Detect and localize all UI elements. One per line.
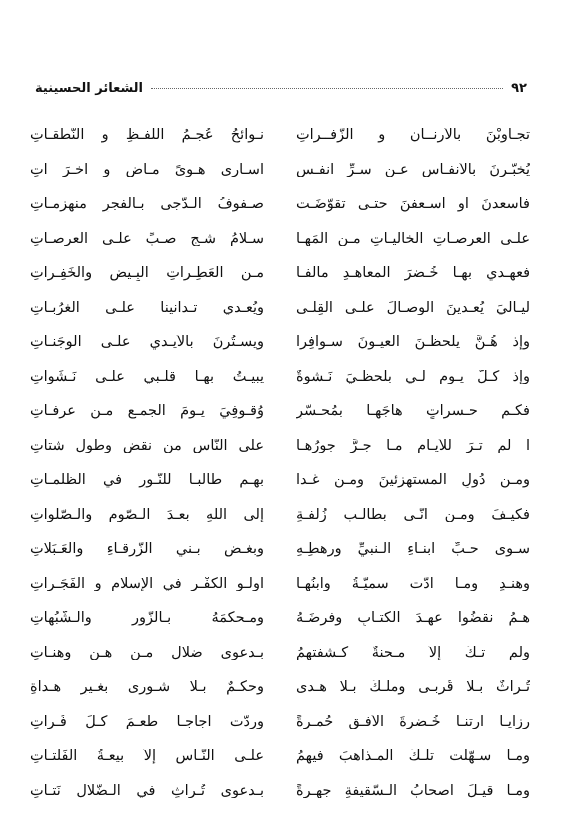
hemistich-right: يُخبّـرنَ بالأنفـاسِ عـن سـرِّ أنفـسٍ [296,162,530,177]
verse [30,118,530,153]
hemistich-right: علـى العرصـاتِ الخاليـاتِ مـن المَهـا [296,231,530,246]
hemistich-left: صـفوفُ الـدُّجى بـالفجرِ منهزمـاتِ [30,197,264,212]
hemistich-left: أُسـارى هـوىً مـاضٍ و آخـرَ آتِ [30,162,264,177]
hemistich-left: سـلامُ شـجٍ صـبٍّ علـى العرصـاتِ [30,231,264,246]
hemistich-right: فكـم حـسراتٍ هاجَهـا بمُحـسّرٍ [296,404,530,419]
hemistich-left: ومـحكَمَهُ بـالزّورِ والـشّبُهاتِ [30,611,264,626]
hemistich-left: بهـم طالبـاً للنّـورِ في الظّلمـاتِ [30,473,264,488]
hemistich-left: أولـو الكفْـرِ في الإسلامِ و الفَجَـراتِ [30,576,264,591]
verse [30,463,530,498]
hemistich-left: وردّت أُجاجـاً طعـمَ كـلِّ فُـراتِ [30,714,264,729]
hemistich-right: وهنـدٍ ومـا أدّت سميّـةُ وابنُهـا [296,576,530,591]
page-number: ٩٢ [511,80,527,96]
verse [30,256,530,291]
hemistich-right: وإذ كُـلُّ يـومٍ لـي بلحظـيَ نَـشوةٌ [296,369,530,384]
verse [30,325,530,360]
hemistich-left: مـن العَطِـراتِ البِـيضِ والخَفِـراتِ [30,266,264,281]
verse [30,601,530,636]
hemistich-left: ويُعـدي تـدانينا علـى الغرُبـاتِ [30,300,264,315]
poem [30,118,530,808]
hemistich-right: وإذ هُـنَّ يلحظـنَ العيـونَ سـوافِراً [296,335,530,350]
hemistich-left: نـوائحُ عُجـمُ اللفـظِ و النّطقـاتِ [30,128,264,143]
hemistich-left: وحكـمٌ بـلا شـورى بغـيرِ هـداةِ [30,680,264,695]
hemistich-right: ولم تـكُ إلاّ مـحنةٌ كـشفتهمُ [296,645,530,660]
hemistich-left: بـدعوى ضلالٍ مـن هـنٍ وهنـاتِ [30,645,264,660]
hemistich-right: سـوى حـبِّ أبنـاءِ الـنبيِّ ورهطِـهِ [296,542,530,557]
verse [30,636,530,671]
verse [30,429,530,464]
verse [30,774,530,809]
verse [30,222,530,257]
verse [30,153,530,188]
hemistich-right: أ لم تـرَ للأيـامِ مـا جـرَّ جورُهـا [296,438,530,453]
hemistich-right: فأسعدنَ أو أسـعفنَ حتـى تقوّضَـت [296,197,530,212]
hemistich-left: وُقـوفِيَ يـومَ الجمـعِ مـن عرفـاتِ [30,404,264,419]
hemistich-left: إلى اللهِ بعـدَ الـصّومِ والـصّلواتِ [30,507,264,522]
hemistich-right: ومـا سـهّلت تلـكَ المـذاهبَ فيهِمُ [296,749,530,764]
verse [30,291,530,326]
verse [30,360,530,395]
hemistich-right: ومـا قيـلَ أصحابُ الـسّقيفةِ جهـرةً [296,783,530,798]
page-header [35,76,527,100]
verse [30,187,530,222]
hemistich-left: وبغـضِ بـني الزّرقـاءِ والعَـبَلاتِ [30,542,264,557]
verse [30,705,530,740]
verse [30,498,530,533]
hemistich-left: على النّاسِ من نقضٍ وطولِ شتاتِ [30,438,264,453]
hemistich-right: تجـاوبْنَ بالأرنــان و الزّفــراتِ [296,128,530,143]
hemistich-left: علـى النّـاسِ إلاّ بيعـةُ الفَلتـاتِ [30,749,264,764]
verse [30,567,530,602]
hemistich-right: تُـراثٌ بـلا قُربـى وملـكٌ بـلا هـدى [296,680,530,695]
hemistich-right: فعهـدي بهـا خُـضرَ المعاهـدِ مألَفـاً [296,266,530,281]
hemistich-right: رزايـا أرتنـا خُـضرةَ الأُفـقِ حُمـرةً [296,714,530,729]
running-title: الشعائر الحسينية [35,80,144,96]
hemistich-left: بـدعوى تُـراثٍ في الـضّلالِ نَتـاتِ [30,783,264,798]
header-rule [151,88,503,89]
hemistich-left: يبيـتُ بهـا قلـبي علـى نَـشَواتِ [30,369,264,384]
hemistich-right: ومـن دُولِ المستهزئينَ ومـن غـدا [296,473,530,488]
verse [30,532,530,567]
hemistich-right: ليـاليَ يُعـدينَ الوصـالَ علـى القِلـى [296,300,530,315]
hemistich-left: ويسـتُرنَ بالأيـدي علـى الوجَنـاتِ [30,335,264,350]
hemistich-right: فكيـفَ ومـن أنّـى بطالـبِ زُلفـةٍ [296,507,530,522]
verse [30,739,530,774]
verse [30,394,530,429]
verse [30,670,530,705]
hemistich-right: هـمُ نقضُوا عهـدَ الكتـابِ وفرضَـهُ [296,611,530,626]
